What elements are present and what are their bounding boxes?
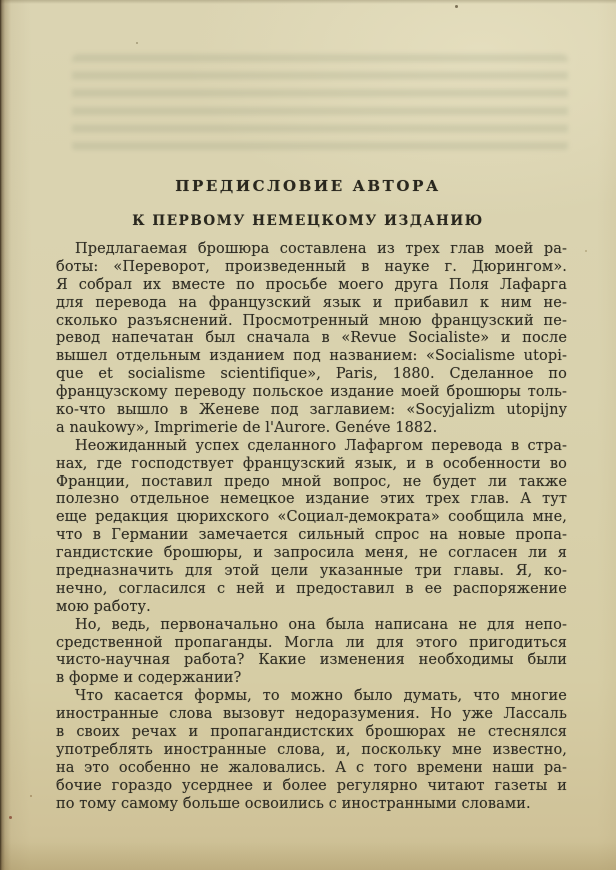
text-line: нечно, согласился с ней и предоставил в ее распоряжение	[56, 580, 567, 597]
text-line: que et socialisme scientifique», Paris, 1880. Сделанное по	[56, 366, 567, 383]
text-line: Неожиданный успех сделанного Лафаргом перевода в стра-	[75, 437, 567, 454]
text-line: бочие гораздо усерднее и более регулярно читают газеты и	[56, 777, 567, 794]
text-line: употреблять иностранные слова, и, поскольку мне известно,	[56, 741, 567, 758]
text-line: Предлагаемая брошюра составлена из трех глав моей ра-	[75, 241, 567, 257]
text-line: нах, где господствует французский язык, и в особенности во	[56, 455, 567, 472]
paper-speck	[9, 816, 12, 819]
paper-speck	[585, 250, 587, 252]
text-line: что в Германии замечается сильный спрос на новые пропа-	[56, 527, 567, 544]
text-line: по тому самому больше освоились с иностранными словами.	[56, 795, 531, 812]
text-line: чисто-научная работа? Какие изменения необходимы были	[56, 652, 567, 669]
paper-speck	[136, 42, 138, 44]
page-subtitle: К ПЕРВОМУ НЕМЕЦКОМУ ИЗДАНИЮ	[132, 213, 484, 229]
text-line: сколько разъяснений. Просмотренный мною французский пе-	[56, 312, 567, 329]
text-line: для перевода на французский язык и прибавил к ним не-	[56, 294, 567, 311]
page-bottom-edge-shadow	[0, 842, 616, 870]
text-line: Франции, поставил предо мной вопрос, не будет ли также	[56, 473, 567, 490]
paper-speck	[455, 5, 458, 8]
text-line: боты: «Переворот, произведенный в науке г. Дюрингом».	[56, 258, 567, 275]
text-line: Но, ведь, первоначально она была написана не для непо-	[75, 616, 567, 633]
text-line: на это особенно не жаловались. А с того времени наши ра-	[56, 759, 567, 776]
text-line: вышел отдельным изданием под названием: «Socialisme utopi-	[56, 348, 567, 365]
text-line: ревод напечатан был сначала в «Revue Socialiste» и после	[56, 330, 567, 347]
paper-speck	[30, 795, 32, 797]
text-line: a naukowy», Imprimerie de l'Aurore. Genéve 1882.	[56, 419, 438, 436]
text-line: французскому переводу польское издание моей брошюры толь-	[56, 384, 567, 401]
page-left-edge-shadow	[0, 0, 11, 870]
reverse-side-text-showthrough	[72, 54, 568, 152]
text-line: гандистские брошюры, и запросила меня, не согласен ли я	[56, 545, 567, 562]
page-top-edge-shadow	[0, 0, 616, 4]
body-text	[56, 241, 567, 814]
text-line: мою работу.	[56, 598, 151, 615]
text-line: ко-что вышло в Женеве под заглавием: «Socyjalizm utopijny	[56, 402, 567, 419]
text-line: Я собрал их вместе по просьбе моего друга Поля Лафарга	[56, 276, 567, 293]
text-line: Что касается формы, то можно было думать, что многие	[75, 688, 567, 705]
page-title: ПРЕДИСЛОВИЕ АВТОРА	[175, 177, 441, 195]
text-line: в форме и содержании?	[56, 670, 242, 687]
text-line: иностранные слова вызовут недоразумения. Но уже Лассаль	[56, 706, 567, 723]
text-line: еще редакция цюрихского «Социал-демократа» сообщила мне,	[56, 509, 567, 526]
text-line: средственной пропаганды. Могла ли для этого пригодиться	[56, 634, 567, 651]
text-line: полезно отдельное немецкое издание этих трех глав. А тут	[56, 491, 567, 508]
text-line: предназначить для этой цели указанные три главы. Я, ко-	[56, 563, 567, 580]
text-line: в своих речах и пропагандистских брошюрах не стеснялся	[56, 724, 567, 741]
